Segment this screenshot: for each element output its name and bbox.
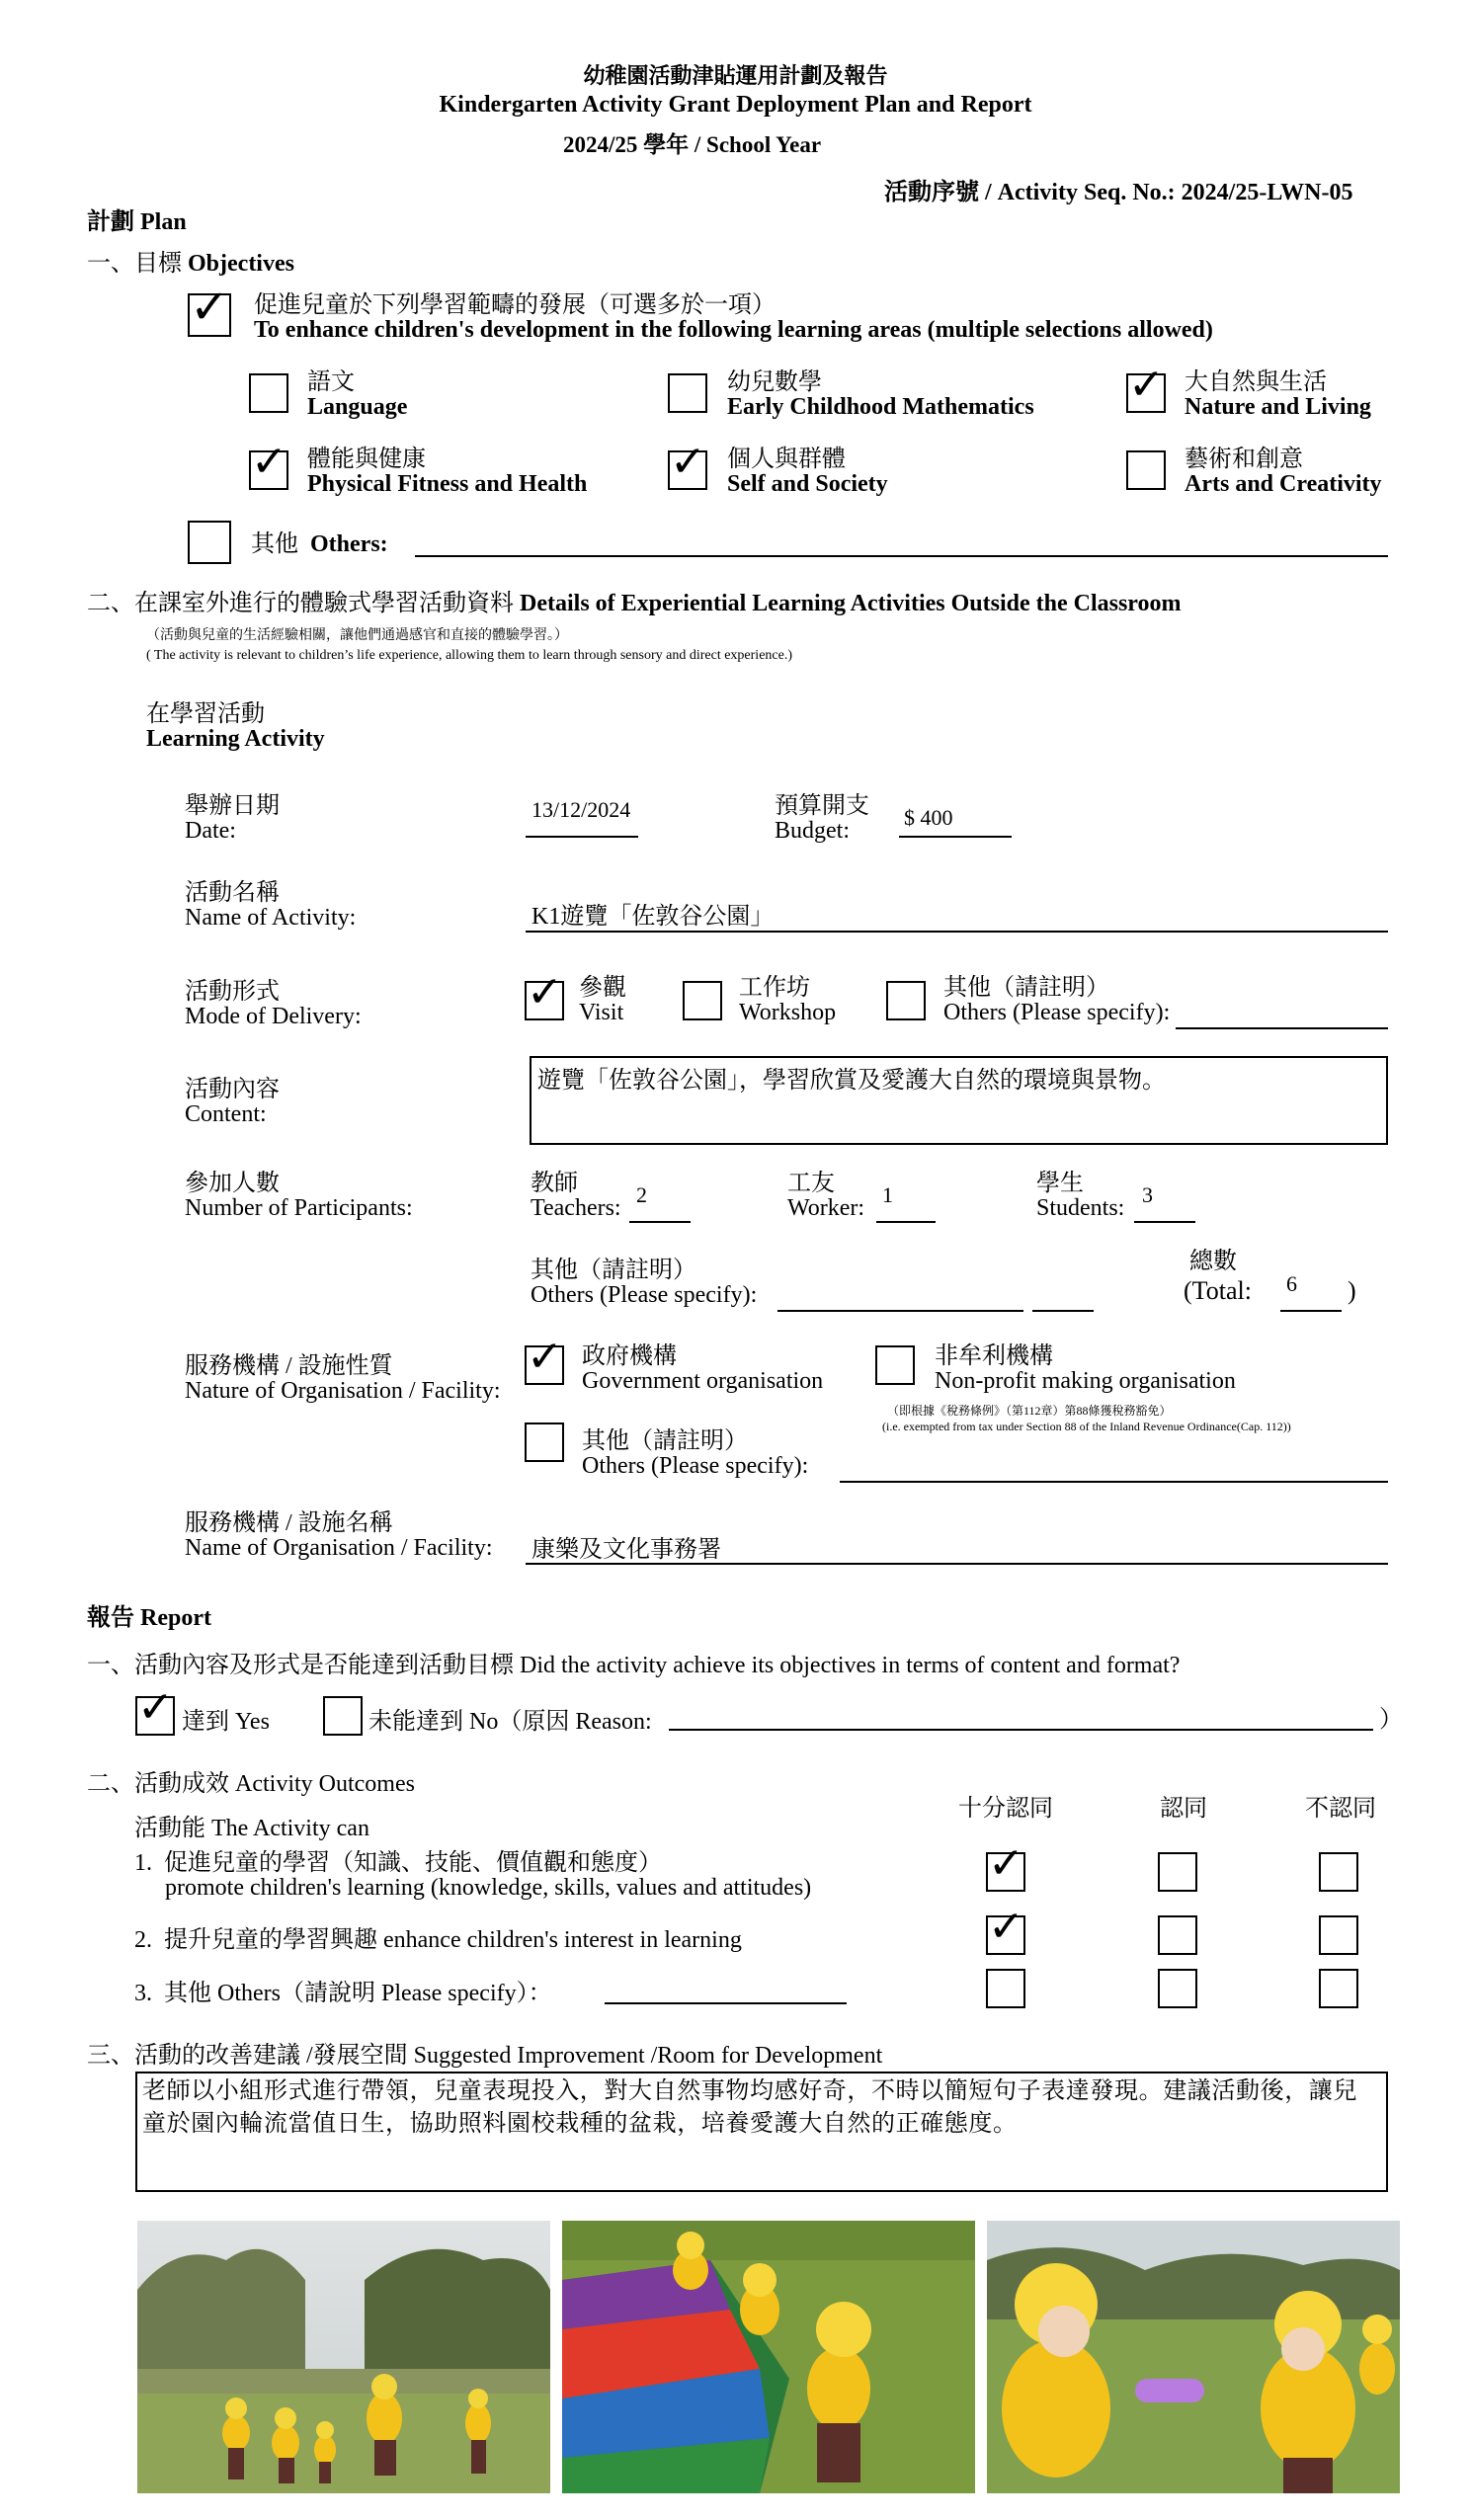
students-label-en: Students: — [1036, 1195, 1125, 1221]
org-others-line[interactable] — [840, 1481, 1388, 1483]
area-nature-zh: 大自然與生活 — [1185, 369, 1327, 395]
area-nature-en: Nature and Living — [1185, 394, 1371, 420]
photo-children-with-parachute — [562, 2221, 975, 2493]
students-label-zh: 學生 — [1036, 1171, 1084, 1196]
report-q1: 一、活動內容及形式是否能達到活動目標 Did the activity achieve its objectives in terms of content and format? — [87, 1653, 1181, 1678]
date-line — [526, 836, 638, 838]
mode-workshop-en: Workshop — [739, 1000, 837, 1025]
activity-name-value[interactable]: K1遊覽「佐敦谷公園」 — [531, 904, 775, 930]
org-nonprofit-en: Non-profit making organisation — [935, 1368, 1236, 1394]
photo-children-with-parachute-graphic — [562, 2221, 975, 2493]
others-participants-zh: 其他（請註明） — [531, 1258, 696, 1283]
outcome-1-en: promote children's learning (knowledge, skills, values and attitudes) — [165, 1875, 812, 1901]
activity-name-label-en: Name of Activity: — [185, 905, 357, 931]
report-heading: 報告 Report — [87, 1605, 211, 1631]
outcome-3: 3. 其他 Others（請說明 Please specify）： — [134, 1981, 552, 2006]
mode-workshop-checkbox[interactable] — [683, 981, 722, 1020]
budget-value[interactable]: $ 400 — [904, 805, 953, 830]
outcome-3-strongly-agree-checkbox[interactable] — [986, 1969, 1025, 2008]
title-en: Kindergarten Activity Grant Deployment Plan and Report — [439, 92, 1032, 118]
outcome-3-agree-checkbox[interactable] — [1158, 1969, 1197, 2008]
improvement-text: 老師以小組形式進行帶領，兒童表現投入，對大自然事物均感好奇，不時以簡短句子表達發現。建議活動後，讓兒童於園內輪流當值日生，協助照料園校栽種的盆栽，培養愛護大自然的正確態度。 — [142, 2078, 1357, 2137]
no-close-paren: ） — [1379, 1707, 1403, 1733]
details-note-zh: （活動與兒童的生活經驗相關，讓他們通過感官和直接的體驗學習。） — [146, 628, 568, 643]
area-physical-en: Physical Fitness and Health — [307, 471, 588, 497]
teachers-line — [629, 1221, 691, 1223]
outcome-3-line[interactable] — [605, 2002, 847, 2004]
total-line — [1280, 1310, 1342, 1312]
school-year: 2024/25 學年 / School Year — [563, 132, 822, 157]
area-nature-checkbox[interactable]: ✓ — [1126, 373, 1166, 413]
date-label-zh: 舉辦日期 — [185, 793, 280, 819]
mode-visit-checkbox[interactable]: ✓ — [525, 981, 564, 1020]
outcome-2-agree-checkbox[interactable] — [1158, 1915, 1197, 1955]
org-nature-label-en: Nature of Organisation / Facility: — [185, 1378, 501, 1404]
org-others-zh: 其他（請註明） — [582, 1428, 748, 1454]
mode-others-line[interactable] — [1176, 1027, 1388, 1029]
teachers-label-zh: 教師 — [531, 1171, 578, 1196]
scale-disagree: 不認同 — [1305, 1796, 1376, 1822]
mode-visit-en: Visit — [579, 1000, 624, 1025]
area-math-en: Early Childhood Mathematics — [727, 394, 1034, 420]
area-arts-checkbox[interactable] — [1126, 450, 1166, 490]
learning-activity-zh: 在學習活動 — [146, 701, 265, 727]
budget-label-zh: 預算開支 — [775, 793, 869, 819]
details-note-en: ( The activity is relevant to children’s life experience, allowing them to learn through sensory and direct experience.) — [146, 648, 793, 663]
area-language-en: Language — [307, 394, 408, 420]
yes-checkbox[interactable]: ✓ — [135, 1696, 175, 1736]
area-self-en: Self and Society — [727, 471, 888, 497]
photo-children-running-in-park-graphic — [137, 2221, 550, 2493]
learning-activity-en: Learning Activity — [146, 726, 325, 752]
students-line — [1134, 1221, 1195, 1223]
mode-workshop-zh: 工作坊 — [739, 975, 810, 1001]
org-name-label-zh: 服務機構 / 設施名稱 — [185, 1510, 393, 1536]
worker-label-zh: 工友 — [787, 1171, 835, 1196]
activity-name-label-zh: 活動名稱 — [185, 880, 280, 906]
area-language-checkbox[interactable] — [249, 373, 288, 413]
org-others-en: Others (Please specify): — [582, 1453, 809, 1479]
worker-label-en: Worker: — [787, 1195, 865, 1221]
total-label-zh: 總數 — [1189, 1249, 1237, 1274]
activity-seq-value: 2024/25-LWN-05 — [1181, 180, 1353, 205]
no-label: 未能達到 No（原因 Reason: — [368, 1709, 652, 1735]
activity-name-line — [526, 931, 1388, 933]
mode-others-en: Others (Please specify): — [943, 1000, 1171, 1025]
org-government-checkbox[interactable]: ✓ — [525, 1345, 564, 1385]
worker-value[interactable]: 1 — [882, 1182, 893, 1207]
mode-others-zh: 其他（請註明） — [943, 975, 1109, 1001]
content-label-zh: 活動內容 — [185, 1077, 280, 1102]
title-zh: 幼稚園活動津貼運用計劃及報告 — [583, 63, 888, 88]
area-physical-zh: 體能與健康 — [307, 447, 426, 472]
no-reason-line[interactable] — [669, 1729, 1373, 1731]
date-value[interactable]: 13/12/2024 — [531, 797, 631, 822]
content-box[interactable] — [530, 1056, 1388, 1145]
outcome-3-disagree-checkbox[interactable] — [1319, 1969, 1358, 2008]
outcome-1-zh: 1. 促進兒童的學習（知識、技能、價值觀和態度） — [134, 1850, 662, 1876]
nonprofit-note-zh: （即根據《稅務條例》（第112章）第88條獲稅務豁免） — [887, 1404, 1172, 1418]
mode-others-checkbox[interactable] — [886, 981, 926, 1020]
outcome-2: 2. 提升兒童的學習興趣 enhance children's interest in learning — [134, 1927, 742, 1953]
participants-label-zh: 參加人數 — [185, 1171, 280, 1196]
area-math-zh: 幼兒數學 — [727, 369, 822, 395]
photo-children-playing-with-toy-graphic — [987, 2221, 1400, 2493]
plan-heading: 計劃 Plan — [87, 209, 187, 235]
nonprofit-note-en: (i.e. exempted from tax under Section 88 of the Inland Revenue Ordinance(Cap. 112)) — [882, 1420, 1291, 1433]
area-arts-en: Arts and Creativity — [1185, 471, 1382, 497]
photo-children-running-in-park — [137, 2221, 550, 2493]
org-nonprofit-zh: 非牟利機構 — [935, 1343, 1053, 1369]
outcome-2-disagree-checkbox[interactable] — [1319, 1915, 1358, 1955]
org-others-checkbox[interactable] — [525, 1423, 564, 1462]
total-value[interactable]: 6 — [1286, 1271, 1297, 1296]
outcome-1-agree-checkbox[interactable] — [1158, 1852, 1197, 1892]
teachers-label-en: Teachers: — [531, 1195, 621, 1221]
org-nature-label-zh: 服務機構 / 設施性質 — [185, 1353, 393, 1379]
outcomes-intro: 活動能 The Activity can — [134, 1816, 369, 1841]
details-heading: 二、在課室外進行的體驗式學習活動資料 Details of Experiential Learning Activities Outside the Classroom — [87, 591, 1182, 616]
yes-label: 達到 Yes — [182, 1709, 270, 1735]
org-name-value[interactable]: 康樂及文化事務署 — [531, 1537, 721, 1563]
org-government-en: Government organisation — [582, 1368, 824, 1394]
no-checkbox[interactable] — [323, 1696, 363, 1736]
teachers-value[interactable]: 2 — [636, 1182, 647, 1207]
outcome-2-strongly-agree-checkbox[interactable]: ✓ — [986, 1915, 1025, 1955]
main-objective-checkbox[interactable]: ✓ — [190, 280, 230, 335]
total-close-paren: ) — [1348, 1276, 1356, 1305]
date-label-en: Date: — [185, 818, 236, 844]
area-language-zh: 語文 — [307, 369, 355, 395]
main-objective-en: To enhance children's development in the following learning areas (multiple selections allowed) — [254, 317, 1213, 343]
improvement-box[interactable] — [135, 2072, 1388, 2192]
participants-label-en: Number of Participants: — [185, 1195, 413, 1221]
org-nonprofit-checkbox[interactable] — [875, 1345, 915, 1385]
improvement-heading: 三、活動的改善建議 /發展空間 Suggested Improvement /Room for Development — [87, 2043, 883, 2069]
scale-agree: 認同 — [1160, 1796, 1207, 1822]
org-name-label-en: Name of Organisation / Facility: — [185, 1535, 493, 1561]
outcome-1-strongly-agree-checkbox[interactable]: ✓ — [986, 1852, 1025, 1892]
objectives-heading: 一、目標 Objectives — [87, 251, 294, 277]
org-name-line — [526, 1563, 1388, 1565]
others-participants-en: Others (Please specify): — [531, 1282, 758, 1308]
outcome-1-disagree-checkbox[interactable] — [1319, 1852, 1358, 1892]
others-objective-label: 其他 Others: — [251, 531, 388, 557]
outcomes-heading: 二、活動成效 Activity Outcomes — [87, 1771, 415, 1797]
photo-children-playing-with-toy — [987, 2221, 1400, 2493]
area-physical-checkbox[interactable]: ✓ — [249, 450, 288, 490]
main-objective-zh: 促進兒童於下列學習範疇的發展（可選多於一項） — [254, 292, 776, 318]
others-participants-count-line[interactable] — [1032, 1310, 1094, 1312]
content-value: 遊覽「佐敦谷公園」，學習欣賞及愛護大自然的環境與景物。 — [537, 1068, 1166, 1094]
area-self-zh: 個人與群體 — [727, 447, 846, 472]
worker-line — [876, 1221, 936, 1223]
org-government-zh: 政府機構 — [582, 1343, 677, 1369]
others-participants-line[interactable] — [777, 1310, 1023, 1312]
budget-label-en: Budget: — [775, 818, 850, 844]
area-math-checkbox[interactable] — [668, 373, 707, 413]
content-label-en: Content: — [185, 1101, 267, 1127]
activity-seq-label: 活動序號 / Activity Seq. No.: 2024/25-LWN-05 — [884, 180, 1353, 205]
mode-label-zh: 活動形式 — [185, 979, 280, 1005]
mode-label-en: Mode of Delivery: — [185, 1004, 362, 1029]
budget-line — [899, 836, 1012, 838]
mode-visit-zh: 參觀 — [579, 975, 626, 1001]
area-arts-zh: 藝術和創意 — [1185, 447, 1303, 472]
area-self-checkbox[interactable]: ✓ — [668, 450, 707, 490]
total-label-en: (Total: — [1184, 1276, 1252, 1305]
scale-strongly-agree: 十分認同 — [958, 1796, 1053, 1822]
others-objective-line[interactable] — [415, 555, 1388, 557]
others-objective-checkbox[interactable] — [188, 521, 231, 564]
students-value[interactable]: 3 — [1142, 1182, 1153, 1207]
